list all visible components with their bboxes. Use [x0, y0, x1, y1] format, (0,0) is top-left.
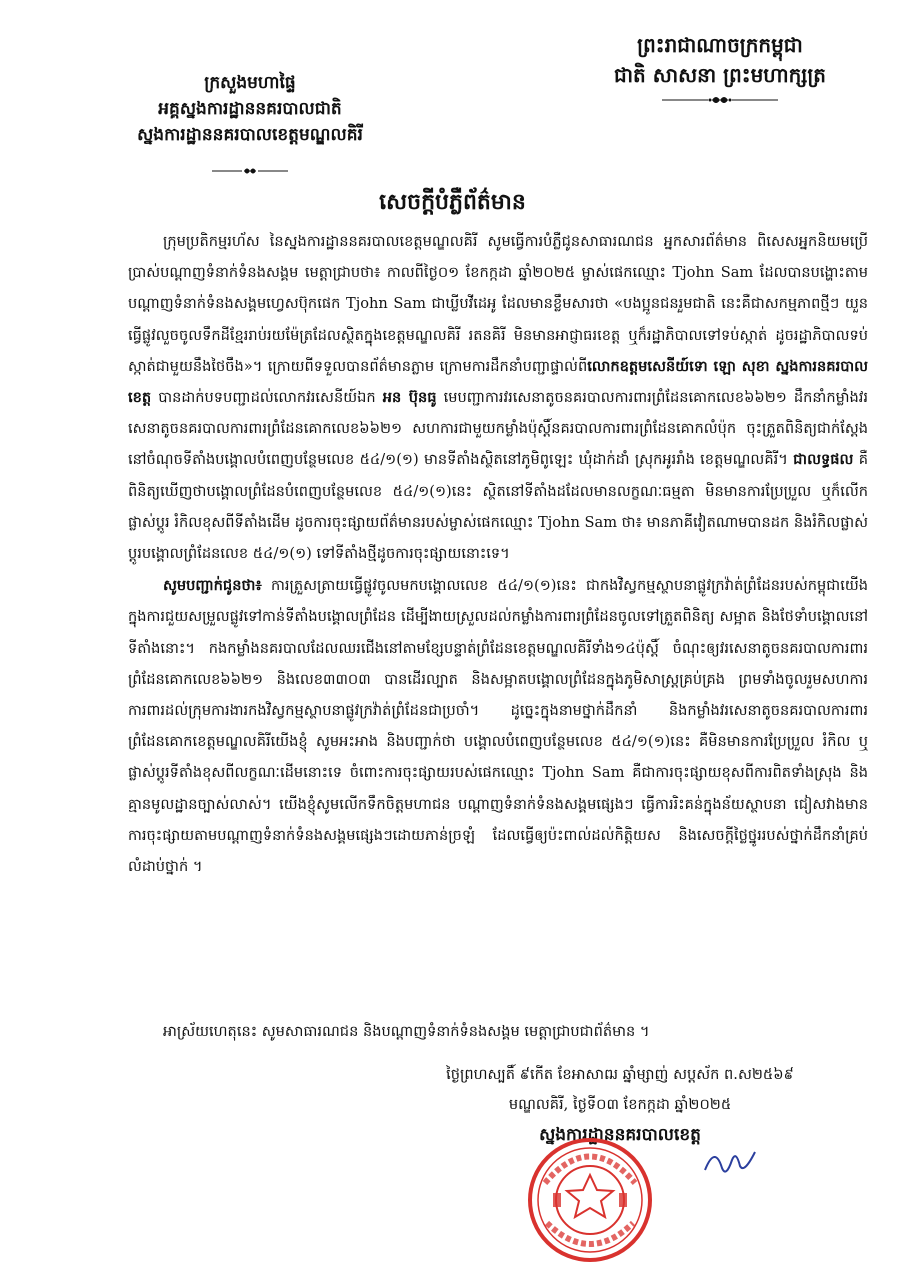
kingdom-name: ព្រះរាជាណាចក្រកម្ពុជា [637, 33, 803, 57]
paragraph-1-text-a: ក្រុមប្រតិកម្មរហ័ស នៃស្នងការដ្ឋាននគរបាលខេត្តមណ្ឌលគិរី សូមធ្វើការបំភ្លឺជូនសាធារណជន អ្នកសារព័ត៌មាន ពិសេសអ្នកនិយមប្រើប្រាស់បណ្តាញទំនាក់ទំនងសង្គម មេត្តាជ្រាបថា៖ កាលពីថ្ងៃ០១ ខែកក្កដា ឆ្នាំ២០២៥ ម្ចាស់ផេកឈ្មោះ Tjohn Sam ដែលបានបង្ហោះតាមបណ្តាញទំនាក់ទំនងសង្គមហ្វេសប៊ុកផេក Tjohn Sam ជាឃ្លីបវីដេអូ ដែលមានខ្លឹមសារថា «បងប្អូនជនរួមជាតិ នេះគឺជាសកម្មភាពថ្មីៗ យួនធ្វើផ្លូវលួចចូលទឹកដីខ្មែររាប់រយម៉ែត្រដែលស្ថិតក្នុងខេត្តមណ្ឌលគិរី រតនគិរី មិនមានអាជ្ញាធរខេត្ត ឬក៏រដ្ឋាភិបាលទៅទប់ស្កាត់ ដូចរដ្ឋាភិបាលទប់ស្កាត់ជាមួយនឹងថៃចឹង»។ ក្រោយពីទទួលបានព័ត៌មានភ្លាម ក្រោមការដឹកនាំបញ្ជាផ្ទាល់ពី [128, 233, 868, 375]
ministry-name: ក្រសួងមហាផ្ទៃ [204, 73, 296, 93]
ministry-header [95, 70, 405, 180]
paragraph-1 [128, 226, 868, 569]
official-stamp-icon [525, 1135, 655, 1265]
ornament-small-icon [210, 166, 290, 176]
signing-office: ស្នងការដ្ឋាននគរបាលខេត្ត [539, 1125, 701, 1145]
closing-statement: អាស្រ័យហេតុនេះ សូមសាធារណជន និងបណ្តាញទំនាក់ទំនងសង្គម មេត្តាជ្រាបជាព័ត៌មាន ។ [163, 1023, 650, 1040]
kingdom-motto: ជាតិ សាសនា ព្រះមហាក្សត្រ [614, 63, 826, 87]
paragraph-2 [128, 570, 868, 882]
result-label: ជាលទ្ធផល [793, 451, 854, 469]
paragraph-1-text-b: បានដាក់បទបញ្ជាដល់លោកវរសេនីយ៍ឯក [151, 389, 383, 407]
general-commissariat-name: អគ្គស្នងការដ្ឋាននគរបាលជាតិ [158, 99, 342, 119]
commissioner-name: លោកឧត្តមសេនីយ៍ទោ ឡោ សុខា ស្នងការនគរបាលខេត្ត [128, 357, 868, 407]
place-date: មណ្ឌលគិរី, ថ្ងៃទី០៣ ខែកក្កដា ឆ្នាំ២០២៥ [508, 1096, 732, 1113]
commander-name: អន ប៊ុនធូ [382, 389, 437, 407]
paragraph-2-text: ការត្រួសត្រាយធ្វើផ្លូវចូលមកបង្គោលលេខ ៥៤/១(១)នេះ ជាកងវិស្វកម្មស្ថាបនាផ្លូវក្រវ៉ាត់ព្រំដែនរបស់កម្ពុជាយើង ក្នុងការជួយសម្រួលផ្លូវទៅកាន់ទីតាំងបង្គោលព្រំដែន ដើម្បីងាយស្រួលដល់កម្លាំងការពារព្រំដែនចូលទៅត្រួតពិនិត្យ សម្អាត និងថែទាំបង្គោលនៅទីតាំងនោះ។ កងកម្លាំងនគរបាលដែលឈរជើងនៅតាមខ្សែបន្ទាត់ព្រំដែនខេត្តមណ្ឌលគិរីទាំង១៤ប៉ុស្តិ៍ ចំណុះឲ្យវរសេនាតូចនគរបាលការពារព្រំដែនគោកលេខ៦៦២១ និងលេខ៣៣០៣ បានដើរល្បាត និងសម្អាតបង្គោលព្រំដែនក្នុងភូមិសាស្ត្រគ្រប់គ្រង ព្រមទាំងចូលរួមសហការការពារដល់ក្រុមការងារកងវិស្វកម្មស្ថាបនាផ្លូវក្រវ៉ាត់ព្រំដែនជាប្រចាំ។ ដូច្នេះក្នុងនាមថ្នាក់ដឹកនាំ និងកម្លាំងវរសេនាតូចនគរបាលការពារព្រំដែនគោកខេត្តមណ្ឌលគិរីយើងខ្ញុំ សូមអះអាង និងបញ្ជាក់ថា បង្គោលបំពេញបន្ថែមលេខ ៥៤/១(១)នេះ គឺមិនមានការប្រែប្រួល រំកិល ឬផ្លាស់ប្តូរទីតាំងខុសពីលក្ខណៈដើមនោះទេ ចំពោះការចុះផ្សាយរបស់ផេកឈ្មោះ Tjohn Sam គឺជាការចុះផ្សាយខុសពីការពិតទាំងស្រុង និងគ្មានមូលដ្ឋានច្បាស់លាស់។ យើងខ្ញុំសូមលើកទឹកចិត្តមហាជន បណ្តាញទំនាក់ទំនងសង្គមផ្សេងៗ ធ្វើការរិះគន់ក្នុងន័យស្ថាបនា ជៀសវាងមានការចុះផ្សាយតាមបណ្តាញទំនាក់ទំនងសង្គមផ្សេងៗដោយភាន់ច្រឡំ ដែលធ្វើឲ្យប៉ះពាល់ដល់កិត្តិយស និងសេចក្តីថ្លៃថ្នូររបស់ថ្នាក់ដឹកនាំគ្រប់លំដាប់ថ្នាក់ ។ [128, 577, 868, 876]
kingdom-header [595, 30, 845, 110]
provincial-police-name: ស្នងការដ្ឋាននគរបាលខេត្តមណ្ឌលគិរី [137, 125, 363, 145]
document-body [128, 226, 868, 883]
document-title: សេចក្តីបំភ្លឺព័ត៌មាន [379, 189, 526, 215]
paragraph-1-text-c: មេបញ្ជាការវរសេនាតូចនគរបាលការពារព្រំដែនគោកលេខ៦៦២១ ដឹកនាំកម្លាំងវរសេនាតូចនគរបាលការពារព្រំដែនគោកលេខ៦៦២១ សហការជាមួយកម្លាំងប៉ុស្តិ៍នគរបាលការពារព្រំដែនគោកលំប៉ុក ចុះត្រួតពិនិត្យជាក់ស្តែងនៅចំណុចទីតាំងបង្គោលបំពេញបន្ថែមលេខ ៥៤/១(១) មានទីតាំងស្ថិតនៅភូមិពូឡេះ ឃុំដាក់ដាំ ស្រុកអូររាំង ខេត្តមណ្ឌលគិរី។ [128, 389, 869, 469]
clarification-label: សូមបញ្ជាក់ជូនថា៖ [163, 577, 262, 595]
handwritten-signature-icon [700, 1140, 760, 1180]
paragraph-1-text-d: គឺពិនិត្យឃើញថាបង្គោលព្រំដែនបំពេញបន្ថែមលេខ ៥៤/១(១)នេះ ស្ថិតនៅទីតាំងដដែលមានលក្ខណៈធម្មតា មិនមានការប្រែប្រួល ឬក៏លើកផ្លាស់ប្តូរ រំកិលខុសពីទីតាំងដើម ដូចការចុះផ្សាយព័ត៌មានរបស់ម្ចាស់ផេកឈ្មោះ Tjohn Sam ថា៖ មានភាគីវៀតណាមបានដក និងរំកិលផ្លាស់ប្តូរបង្គោលព្រំដែនលេខ ៥៤/១(១) ទៅទីតាំងថ្មីដូចការចុះផ្សាយនោះទេ។ [128, 451, 868, 563]
ornament-divider-icon [660, 94, 780, 106]
lunar-date: ថ្ងៃព្រហស្បតិ៍ ៩កើត ខែអាសាឍ ឆ្នាំម្សាញ់ សប្តស័ក ព.ស២៥៦៩ [446, 1066, 794, 1083]
